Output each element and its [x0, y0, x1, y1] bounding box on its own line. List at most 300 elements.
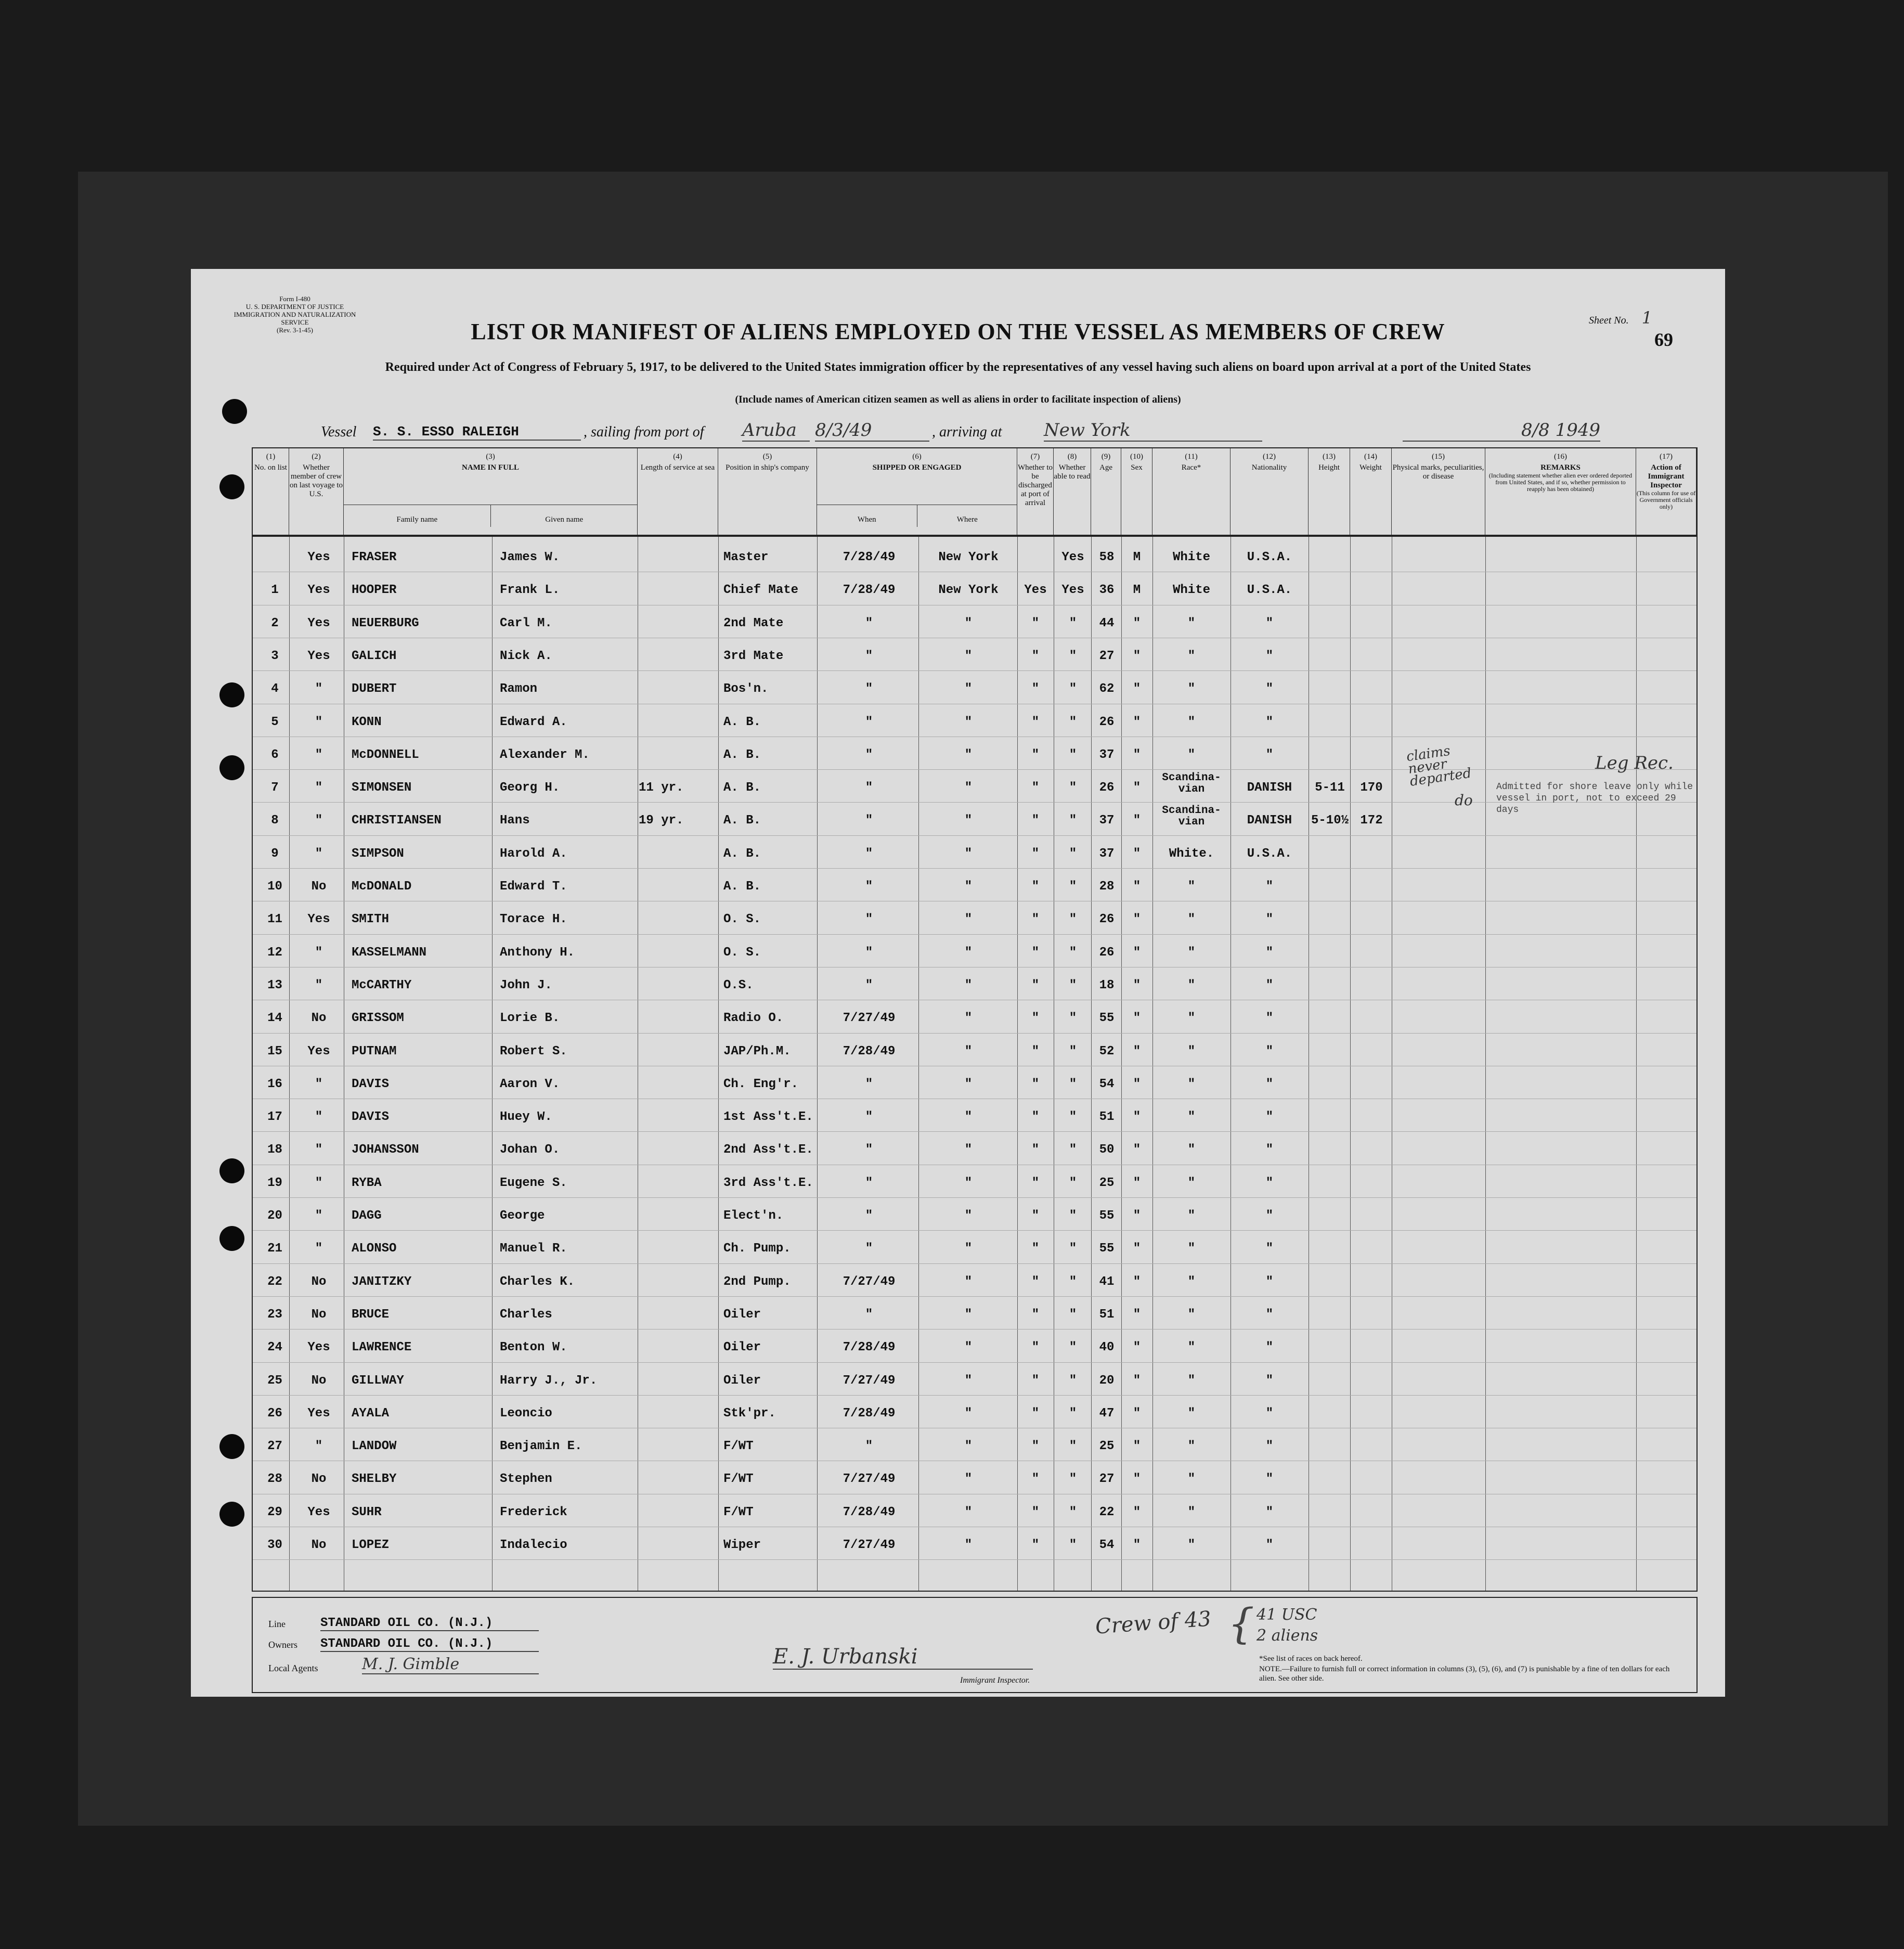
table-row [253, 837, 1696, 870]
column-number: (16) [1554, 453, 1567, 461]
cell-age: 18 [1099, 978, 1115, 992]
cell-prev: Yes [307, 1044, 330, 1059]
cell-nat: U.S.A. [1247, 550, 1292, 564]
cell-family: SIMPSON [352, 846, 404, 861]
cell-nat: DANISH [1247, 781, 1292, 795]
cell-no: 1 [271, 583, 279, 598]
cell-race: Scandina-vian [1162, 805, 1221, 829]
cell-prev: No [311, 880, 327, 894]
cell-prev: " [315, 1242, 323, 1256]
cell-where: " [964, 1505, 973, 1519]
cell-where: " [964, 1406, 973, 1421]
cell-no: 4 [271, 682, 279, 696]
cell-sex: " [1133, 715, 1141, 729]
cell-nat: " [1265, 1505, 1274, 1519]
cell-sex: " [1133, 1242, 1141, 1256]
cell-when: " [865, 649, 873, 663]
cell-family: JOHANSSON [352, 1143, 419, 1157]
cell-disch: " [1031, 781, 1040, 795]
cell-read: " [1069, 682, 1077, 696]
cell-read: Yes [1061, 583, 1084, 598]
punch-hole [219, 1158, 244, 1183]
table-row [253, 1101, 1696, 1133]
table-row [253, 1397, 1696, 1430]
cell-no: 16 [267, 1077, 282, 1091]
table-row [253, 607, 1696, 640]
cell-disch: " [1031, 715, 1040, 729]
page-number: 69 [1654, 329, 1673, 350]
crew-note-a: 41 USC [1257, 1606, 1317, 1624]
column-label: Length of service at sea [640, 463, 715, 472]
cell-given: Edward A. [500, 715, 567, 729]
table-row [253, 1035, 1696, 1068]
cell-disch: " [1031, 912, 1040, 927]
sailing-date: 8/3/49 [815, 420, 929, 442]
cell-nat: " [1265, 715, 1274, 729]
fine-note: NOTE.—Failure to furnish full or correct information in columns (3), (5), (6), and (7) is punishable by a fine of ten dollars for each alien. See other side. [1259, 1665, 1670, 1683]
cell-nat: " [1265, 1439, 1274, 1454]
cell-nat: " [1265, 747, 1274, 762]
cell-prev: " [315, 1110, 323, 1125]
table-row [253, 1298, 1696, 1331]
cell-race: " [1187, 1538, 1196, 1552]
cell-disch: " [1031, 649, 1040, 663]
cell-read: " [1069, 747, 1077, 762]
cell-prev: No [311, 1307, 327, 1322]
cell-when: " [865, 945, 873, 960]
cell-given: Harry J., Jr. [500, 1373, 598, 1388]
cell-prev: Yes [307, 616, 330, 630]
cell-no: 24 [267, 1340, 282, 1355]
cell-disch: " [1031, 1439, 1040, 1454]
cell-position: 2nd Mate [723, 616, 784, 630]
cell-disch: Yes [1024, 583, 1047, 598]
column-header-8 [1054, 448, 1091, 535]
cell-weight: 172 [1360, 814, 1383, 828]
cell-where: " [964, 1242, 973, 1256]
cell-read: " [1069, 912, 1077, 927]
cell-when: " [865, 912, 873, 927]
cell-race: " [1187, 880, 1196, 894]
cell-race: White [1172, 550, 1210, 564]
cell-age: 55 [1099, 1209, 1115, 1223]
cell-race: " [1187, 945, 1196, 960]
column-header-3 [344, 448, 638, 535]
table-row [253, 870, 1696, 903]
column-label: Whether member of crew on last voyage to U.S. [289, 463, 343, 498]
cell-given: John J. [500, 978, 552, 992]
cell-when: 7/27/49 [843, 1274, 896, 1289]
column-number: (14) [1364, 453, 1377, 461]
cell-when: " [865, 1439, 873, 1454]
cell-race: " [1187, 1044, 1196, 1059]
cell-sex: " [1133, 1209, 1141, 1223]
cell-no: 21 [267, 1242, 282, 1256]
cell-nat: " [1265, 616, 1274, 630]
cell-service: 11 yr. [639, 781, 684, 795]
cell-family: SUHR [352, 1505, 382, 1519]
cell-when: 7/27/49 [843, 1538, 896, 1552]
footer [252, 1597, 1698, 1693]
cell-family: GRISSOM [352, 1011, 404, 1026]
cell-given: Stephen [500, 1472, 552, 1487]
cell-given: Benjamin E. [500, 1439, 582, 1454]
column-number: (17) [1660, 453, 1673, 461]
cell-prev: Yes [307, 1340, 330, 1355]
cell-no: 28 [267, 1472, 282, 1487]
cell-age: 41 [1099, 1274, 1115, 1289]
cell-family: GILLWAY [352, 1373, 404, 1388]
cell-where: " [964, 1472, 973, 1487]
cell-age: 52 [1099, 1044, 1115, 1059]
column-number: (8) [1067, 453, 1077, 461]
column-header-1 [253, 448, 289, 535]
table-row [253, 969, 1696, 1002]
cell-given: Frederick [500, 1505, 567, 1519]
cell-race: " [1187, 1209, 1196, 1223]
cell-read: " [1069, 1110, 1077, 1125]
cell-read: " [1069, 1077, 1077, 1091]
agents-label: Local Agents [268, 1663, 318, 1673]
column-note: (Including statement whether alien ever ordered deported from United States, and if so, whether permission to reapply has been obtained) [1488, 472, 1633, 493]
cell-read: " [1069, 1176, 1077, 1190]
cell-position: O.S. [723, 978, 754, 992]
cell-position: O. S. [723, 912, 761, 927]
page-subtitle: Required under Act of Congress of February 5, 1917, to be delivered to the United States immigration officer by the representatives of any vessel having such aliens on board upon arrival at a port of the United States [385, 360, 1531, 374]
cell-age: 51 [1099, 1110, 1115, 1125]
cell-where: " [964, 1044, 973, 1059]
cell-sex: " [1133, 649, 1141, 663]
form-edition: (Rev. 3-1-45) [277, 326, 313, 334]
cell-race: " [1187, 1242, 1196, 1256]
column-label: Whether to be discharged at port of arrival [1017, 463, 1053, 507]
cell-sex: " [1133, 1176, 1141, 1190]
column-header-5 [718, 448, 817, 535]
cell-where: " [964, 1077, 973, 1091]
cell-position: 1st Ass't.E. [723, 1110, 813, 1125]
table-row [253, 1002, 1696, 1035]
cell-given: Anthony H. [500, 945, 575, 960]
agents-value: M. J. Gimble [362, 1655, 539, 1674]
cell-position: 2nd Ass't.E. [723, 1143, 813, 1157]
cell-given: Nick A. [500, 649, 552, 663]
cell-disch: " [1031, 1143, 1040, 1157]
cell-prev: " [315, 978, 323, 992]
cell-read: " [1069, 649, 1077, 663]
cell-prev: " [315, 1077, 323, 1091]
cell-family: LOPEZ [352, 1538, 390, 1552]
cell-when: 7/28/49 [843, 1340, 896, 1355]
cell-when: " [865, 846, 873, 861]
punch-hole [219, 682, 244, 707]
cell-given: Robert S. [500, 1044, 567, 1059]
cell-nat: " [1265, 1011, 1274, 1026]
column-header-10 [1121, 448, 1152, 535]
cell-disch: " [1031, 1274, 1040, 1289]
cell-prev: Yes [307, 583, 330, 598]
cell-read: " [1069, 1373, 1077, 1388]
cell-age: 25 [1099, 1439, 1115, 1454]
column-note: (This column for use of Government officials only) [1636, 489, 1696, 510]
cell-disch: " [1031, 682, 1040, 696]
cell-disch: " [1031, 1209, 1040, 1223]
cell-no: 22 [267, 1274, 282, 1289]
cell-given: Huey W. [500, 1110, 552, 1125]
cell-read: " [1069, 1340, 1077, 1355]
column-header-2 [289, 448, 344, 535]
cell-position: F/WT [723, 1505, 754, 1519]
cell-prev: " [315, 846, 323, 861]
cell-race: " [1187, 1274, 1196, 1289]
cell-family: ALONSO [352, 1242, 397, 1256]
cell-nat: " [1265, 945, 1274, 960]
cell-race: " [1187, 912, 1196, 927]
table-row [253, 804, 1696, 837]
cell-family: FRASER [352, 550, 397, 564]
cell-prev: " [315, 1209, 323, 1223]
table-row [253, 541, 1696, 574]
cell-nat: " [1265, 1373, 1274, 1388]
cell-nat: " [1265, 978, 1274, 992]
arriving-port: New York [1044, 420, 1262, 442]
cell-family: DUBERT [352, 682, 397, 696]
action-handwritten: Leg Rec. [1595, 753, 1674, 773]
cell-family: NEUERBURG [352, 616, 419, 630]
cell-given: Alexander M. [500, 747, 590, 762]
cell-position: Stk'pr. [723, 1406, 776, 1421]
column-label: Nationality [1251, 463, 1287, 472]
cell-family: HOOPER [352, 583, 397, 598]
cell-no: 5 [271, 715, 279, 729]
sailing-port: Aruba [742, 420, 810, 442]
cell-when: " [865, 880, 873, 894]
cell-no: 8 [271, 814, 279, 828]
column-header-15 [1392, 448, 1485, 535]
cell-prev: No [311, 1472, 327, 1487]
cell-no: 29 [267, 1505, 282, 1519]
cell-given: Charles [500, 1307, 552, 1322]
cell-sex: " [1133, 912, 1141, 927]
column-header-13 [1309, 448, 1350, 535]
cell-family: LANDOW [352, 1439, 397, 1454]
cell-disch: " [1031, 1472, 1040, 1487]
cell-sex: " [1133, 1373, 1141, 1388]
cell-prev: Yes [307, 912, 330, 927]
cell-age: 47 [1099, 1406, 1115, 1421]
cell-when: " [865, 1209, 873, 1223]
table-row [253, 1430, 1696, 1463]
cell-where: " [964, 781, 973, 795]
cell-where: " [964, 1110, 973, 1125]
sailing-label: , sailing from port of [584, 424, 704, 440]
cell-where: " [964, 747, 973, 762]
column-label: Sex [1131, 463, 1143, 472]
cell-age: 55 [1099, 1011, 1115, 1026]
cell-disch: " [1031, 1406, 1040, 1421]
column-number: (6) [912, 453, 922, 461]
column-header-11 [1152, 448, 1231, 535]
cell-position: 3rd Ass't.E. [723, 1176, 813, 1190]
cell-where: " [964, 1176, 973, 1190]
cell-age: 37 [1099, 747, 1115, 762]
cell-family: KONN [352, 715, 382, 729]
cell-read: " [1069, 1044, 1077, 1059]
table-row [253, 574, 1696, 606]
cell-no: 26 [267, 1406, 282, 1421]
cell-no: 15 [267, 1044, 282, 1059]
cell-position: Master [723, 550, 769, 564]
cell-age: 36 [1099, 583, 1115, 598]
table-row [253, 903, 1696, 936]
brace-glyph: { [1228, 1599, 1254, 1648]
inspector-label: Immigrant Inspector. [960, 1676, 1030, 1685]
column-number: (12) [1263, 453, 1276, 461]
cell-when: " [865, 616, 873, 630]
column-label: NAME IN FULL [461, 463, 519, 472]
cell-where: " [964, 978, 973, 992]
cell-age: 26 [1099, 945, 1115, 960]
column-header-6 [817, 448, 1017, 535]
cell-disch: " [1031, 814, 1040, 828]
table-row [253, 1199, 1696, 1232]
cell-disch: " [1031, 1176, 1040, 1190]
cell-sex: " [1133, 1406, 1141, 1421]
table-row [253, 936, 1696, 969]
cell-sex: " [1133, 814, 1141, 828]
cell-position: Oiler [723, 1340, 761, 1355]
cell-family: JANITZKY [352, 1274, 412, 1289]
column-label: Weight [1359, 463, 1382, 472]
cell-position: A. B. [723, 814, 761, 828]
cell-position: Wiper [723, 1538, 761, 1552]
column-number: (1) [266, 453, 276, 461]
cell-disch: " [1031, 945, 1040, 960]
cell-disch: " [1031, 1373, 1040, 1388]
table-row [253, 1463, 1696, 1495]
column-label: Height [1318, 463, 1340, 472]
cell-sex: " [1133, 1505, 1141, 1519]
cell-nat: " [1265, 1077, 1274, 1091]
cell-given: Charles K. [500, 1274, 575, 1289]
cell-given: Carl M. [500, 616, 552, 630]
cell-given: Indalecio [500, 1538, 567, 1552]
cell-service: 19 yr. [639, 814, 684, 828]
cell-given: James W. [500, 550, 560, 564]
cell-prev: " [315, 715, 323, 729]
column-label: Whether able to read [1054, 463, 1091, 481]
cell-when: " [865, 978, 873, 992]
cell-family: SHELBY [352, 1472, 397, 1487]
cell-age: 25 [1099, 1176, 1115, 1190]
remark-handwritten-2: do [1455, 792, 1473, 809]
cell-when: 7/27/49 [843, 1011, 896, 1026]
cell-race: " [1187, 1143, 1196, 1157]
subcolumn-label: Where [956, 515, 978, 524]
cell-position: 2nd Pump. [723, 1274, 791, 1289]
cell-prev: Yes [307, 1505, 330, 1519]
cell-given: Aaron V. [500, 1077, 560, 1091]
cell-family: SMITH [352, 912, 390, 927]
cell-race: " [1187, 1505, 1196, 1519]
table-row [253, 1529, 1696, 1561]
cell-race: Scandina-vian [1162, 772, 1221, 796]
line-label: Line [268, 1619, 286, 1629]
column-number: (15) [1432, 453, 1445, 461]
cell-given: Harold A. [500, 846, 567, 861]
cell-family: PUTNAM [352, 1044, 397, 1059]
cell-when: 7/28/49 [843, 1044, 896, 1059]
cell-given: Torace H. [500, 912, 567, 927]
cell-given: Edward T. [500, 880, 567, 894]
table-row [253, 1167, 1696, 1199]
inspector-signature: E. J. Urbanski [773, 1645, 1033, 1670]
cell-nat: " [1265, 1176, 1274, 1190]
cell-prev: Yes [307, 550, 330, 564]
cell-given: Lorie B. [500, 1011, 560, 1026]
column-number: (11) [1185, 453, 1198, 461]
table-row [253, 1496, 1696, 1529]
cell-given: Benton W. [500, 1340, 567, 1355]
cell-race: " [1187, 715, 1196, 729]
cell-where: New York [938, 583, 999, 598]
cell-race: " [1187, 1373, 1196, 1388]
cell-nat: " [1265, 1274, 1274, 1289]
cell-where: " [964, 880, 973, 894]
cell-where: " [964, 912, 973, 927]
column-header-12 [1231, 448, 1309, 535]
cell-disch: " [1031, 978, 1040, 992]
cell-where: " [964, 682, 973, 696]
cell-no: 10 [267, 880, 282, 894]
cell-sex: " [1133, 747, 1141, 762]
cell-given: Johan O. [500, 1143, 560, 1157]
cell-race: " [1187, 1110, 1196, 1125]
cell-position: A. B. [723, 781, 761, 795]
cell-position: A. B. [723, 747, 761, 762]
cell-position: A. B. [723, 880, 761, 894]
cell-sex: " [1133, 1439, 1141, 1454]
cell-read: " [1069, 1406, 1077, 1421]
cell-read: " [1069, 846, 1077, 861]
sheet-label: Sheet No. [1588, 315, 1629, 326]
cell-height: 5-11 [1315, 781, 1345, 795]
column-number: (9) [1101, 453, 1111, 461]
cell-race: " [1187, 1077, 1196, 1091]
cell-when: " [865, 1110, 873, 1125]
table-body [252, 536, 1698, 1592]
punch-hole [219, 474, 244, 499]
cell-position: Radio O. [723, 1011, 784, 1026]
cell-read: Yes [1061, 550, 1084, 564]
dept-line2: IMMIGRATION AND NATURALIZATION SERVICE [234, 311, 356, 326]
cell-sex: " [1133, 1044, 1141, 1059]
crew-table [252, 447, 1698, 1592]
page-title: LIST OR MANIFEST OF ALIENS EMPLOYED ON THE VESSEL AS MEMBERS OF CREW [471, 319, 1445, 344]
cell-sex: " [1133, 945, 1141, 960]
cell-race: White. [1169, 846, 1214, 861]
cell-when: " [865, 747, 873, 762]
cell-read: " [1069, 880, 1077, 894]
cell-nat: " [1265, 1242, 1274, 1256]
subcolumn-label: Family name [344, 505, 491, 527]
punch-hole [219, 1502, 244, 1527]
cell-when: 7/27/49 [843, 1373, 896, 1388]
cell-nat: DANISH [1247, 814, 1292, 828]
cell-where: " [964, 814, 973, 828]
table-row [253, 673, 1696, 705]
sheet-value: 1 [1641, 308, 1652, 328]
cell-no: 14 [267, 1011, 282, 1026]
